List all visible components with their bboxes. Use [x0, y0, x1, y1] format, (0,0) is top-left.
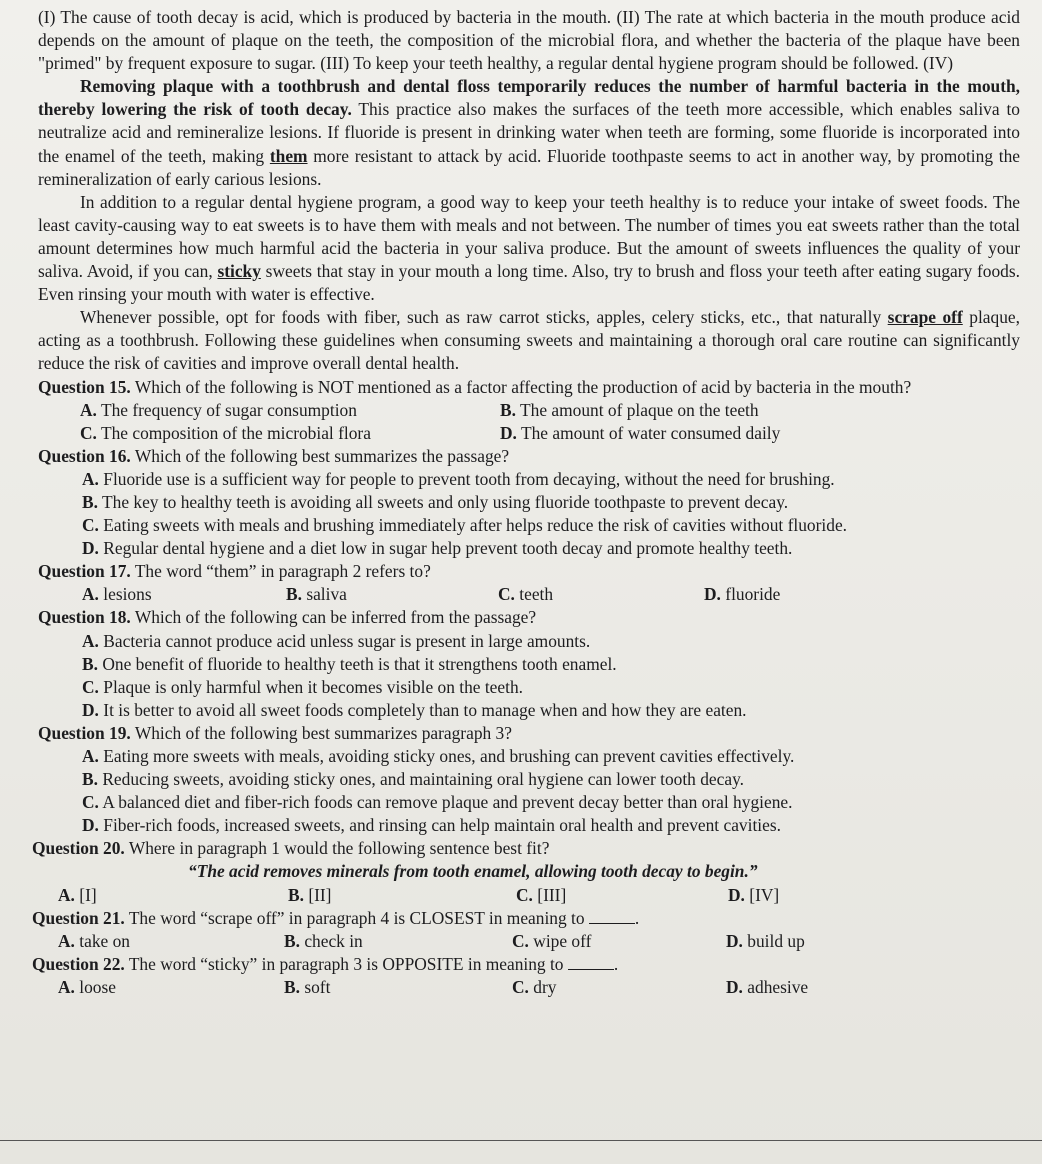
- answer-blank: [589, 909, 635, 924]
- option-a[interactable]: A. Eating more sweets with meals, avoiding sticky ones, and brushing can prevent cavities effectively.: [82, 746, 795, 766]
- question-22-options: [38, 976, 1020, 999]
- question-22: Question 22. The word “sticky” in paragraph 3 is OPPOSITE in meaning to .: [32, 953, 619, 974]
- word-them: them: [269, 145, 308, 166]
- option-a[interactable]: A. lesions: [82, 584, 152, 605]
- paragraph-1-continued: Removing plaque with a toothbrush and dental floss temporarily reduces the number of harmful bacteria in the mouth, thereby lowering the risk of tooth decay. This practice also makes the surfaces of the teeth more accessible, which enables saliva to neutralize acid and remineralize lesions. If fluoride is present in drinking water when teeth are forming, some fluoride is incorporated into the enamel of the teeth, making them more resistant to attack by acid. Fluoride toothpaste seems to act in another way, by promoting the remineralization of early carious lesions.: [38, 76, 1020, 189]
- option-d[interactable]: D. It is better to avoid all sweet foods completely than to manage when and how they are eaten.: [82, 699, 747, 720]
- insert-sentence: “The acid removes minerals from tooth enamel, allowing tooth decay to begin.”: [188, 861, 758, 882]
- option-d[interactable]: D. Fiber-rich foods, increased sweets, and rinsing can help maintain oral health and prevent cavities.: [82, 815, 781, 836]
- option-a[interactable]: A. [I]: [58, 884, 97, 905]
- option-c[interactable]: C. teeth: [498, 584, 554, 605]
- paragraph-3: Whenever possible, opt for foods with fiber, such as raw carrot sticks, apples, celery sticks, etc., that naturally scrape off plaque, acting as a toothbrush. Following these guidelines when consuming sweets and maintaining a thorough oral care routine can significantly reduce the risk of cavities and improve overall dental health.: [38, 307, 1020, 374]
- option-d[interactable]: D. Regular dental hygiene and a diet low in sugar help prevent tooth decay and promote healthy teeth.: [82, 538, 793, 559]
- option-c[interactable]: C. [III]: [516, 884, 567, 905]
- question-20-options: [38, 884, 1020, 907]
- option-c[interactable]: C. wipe off: [512, 930, 592, 951]
- option-b[interactable]: B. saliva: [286, 584, 347, 605]
- paragraph-2: In addition to a regular dental hygiene program, a good way to keep your teeth healthy is to reduce your intake of sweet foods. The least cavity-causing way to eat sweets is to have them with meals and not between. The number of times you eat sweets rather than the total amount determines how much harmful acid the bacteria in your saliva produce. But the amount of sweets influences the quality of your saliva. Avoid, if you can, sticky sweets that stay in your mouth a long time. Also, try to brush and floss your teeth after eating sugary foods. Even rinsing your mouth with water is effective.: [38, 191, 1020, 305]
- option-b[interactable]: B. [II]: [288, 884, 332, 905]
- option-a[interactable]: A. loose: [58, 976, 116, 997]
- option-d[interactable]: D. fluoride: [704, 584, 781, 605]
- option-b[interactable]: B. One benefit of fluoride to healthy teeth is that it strengthens tooth enamel.: [82, 653, 617, 674]
- question-16: Question 16. Which of the following best summarizes the passage?: [38, 445, 510, 466]
- question-18: Question 18. Which of the following can be inferred from the passage?: [38, 607, 537, 628]
- option-a[interactable]: A. take on: [58, 930, 130, 951]
- question-21-options: [38, 930, 1020, 953]
- question-21: Question 21. The word “scrape off” in paragraph 4 is CLOSEST in meaning to .: [32, 907, 640, 928]
- option-d[interactable]: D. The amount of water consumed daily: [500, 422, 781, 443]
- question-15-options-row-2: [38, 422, 1020, 445]
- option-b[interactable]: B. soft: [284, 976, 331, 997]
- option-b[interactable]: B. check in: [284, 930, 363, 951]
- option-c[interactable]: C. dry: [512, 976, 557, 997]
- option-d[interactable]: D. build up: [726, 930, 805, 951]
- page-bottom-rule: [0, 1140, 1042, 1141]
- option-b[interactable]: B. The amount of plaque on the teeth: [500, 399, 759, 420]
- word-sticky: sticky: [217, 261, 261, 282]
- option-a[interactable]: A. The frequency of sugar consumption: [80, 399, 357, 420]
- option-b[interactable]: B. Reducing sweets, avoiding sticky ones, and maintaining oral hygiene can lower tooth decay.: [82, 769, 744, 790]
- option-c[interactable]: C. A balanced diet and fiber-rich foods can remove plaque and prevent decay better than oral hygiene.: [82, 792, 793, 813]
- question-19: Question 19. Which of the following best summarizes paragraph 3?: [38, 722, 512, 743]
- question-15-options-row-1: [38, 399, 1020, 422]
- option-c[interactable]: C. The composition of the microbial flora: [80, 422, 371, 443]
- option-c[interactable]: C. Plaque is only harmful when it becomes visible on the teeth.: [82, 676, 523, 697]
- option-c[interactable]: C. Eating sweets with meals and brushing immediately after helps reduce the risk of cavities without fluoride.: [82, 515, 848, 536]
- paragraph-1-text: (I) The cause of tooth decay is acid, which is produced by bacteria in the mouth. (II) The rate at which bacteria in the mouth produce acid depends on the amount of plaque on the teeth, the composition of the microbial flora, and whether the bacteria of the plaque have been "primed" by frequent exposure to sugar. (III) To keep your teeth healthy, a regular dental hygiene program should be followed. (IV): [38, 7, 1020, 74]
- question-17-options: [38, 583, 1020, 606]
- word-scrape-off: scrape off: [887, 307, 963, 328]
- option-d[interactable]: D. adhesive: [726, 976, 809, 997]
- paragraph-1: [38, 6, 1020, 75]
- option-a[interactable]: A. Bacteria cannot produce acid unless sugar is present in large amounts.: [82, 630, 591, 651]
- option-a[interactable]: A. Fluoride use is a sufficient way for people to prevent tooth from decaying, without the need for brushing.: [82, 468, 835, 489]
- option-d[interactable]: D. [IV]: [728, 884, 780, 905]
- answer-blank: [568, 955, 614, 970]
- question-20: Question 20. Where in paragraph 1 would the following sentence best fit?: [32, 838, 550, 859]
- question-15: Question 15. Which of the following is NOT mentioned as a factor affecting the production of acid by bacteria in the mouth?: [38, 376, 912, 397]
- option-b[interactable]: B. The key to healthy teeth is avoiding all sweets and only using fluoride toothpaste to prevent decay.: [82, 491, 789, 512]
- question-17: Question 17. The word “them” in paragraph 2 refers to?: [38, 561, 431, 582]
- key-sentence: Removing plaque with a toothbrush and dental floss temporarily reduces the number of harmful bacteria in the mouth, thereby lowering the risk of tooth decay.: [38, 76, 1020, 120]
